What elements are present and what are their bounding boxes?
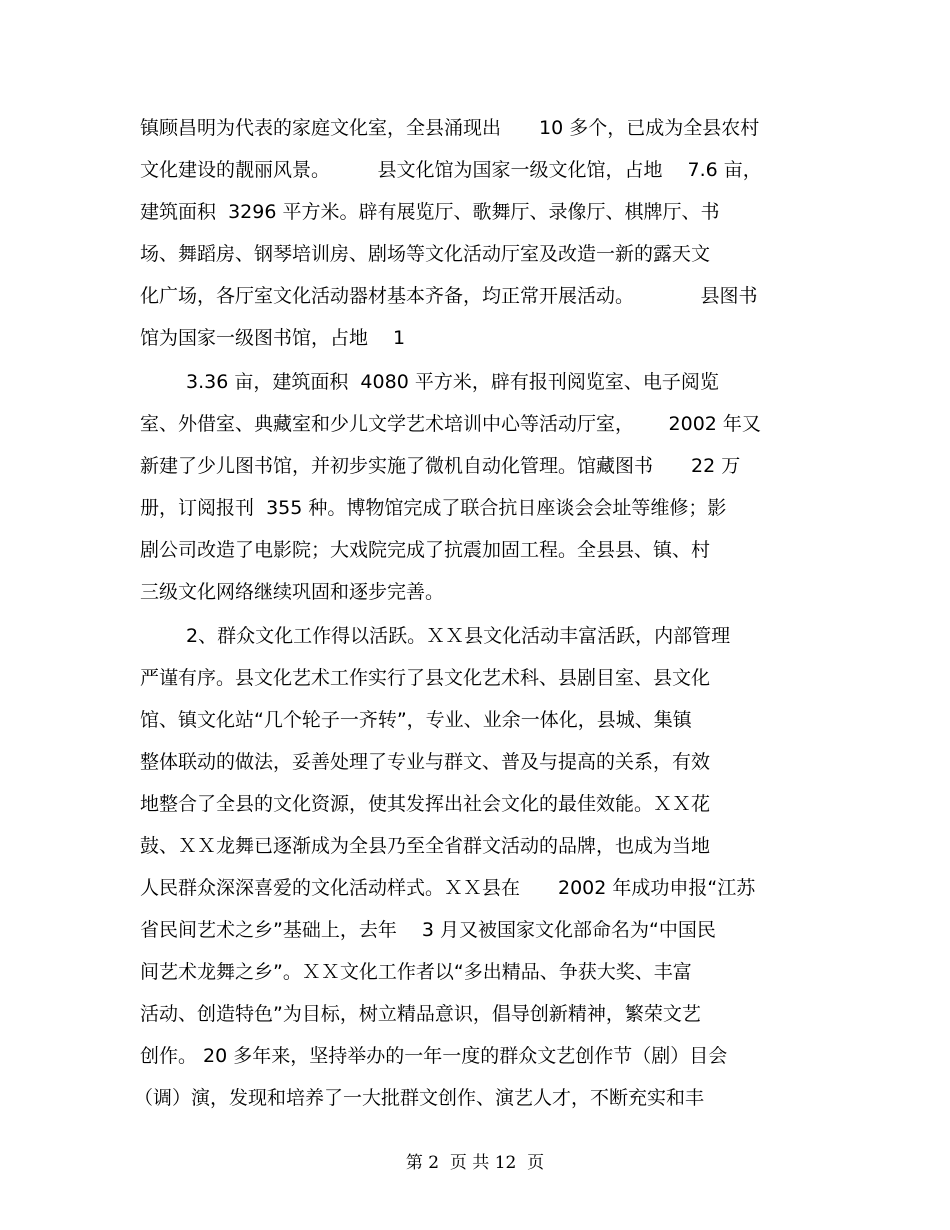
text-line-15: 馆、镇文化站“几个轮子一齐转”，专业、业余一体化，县城、集镇	[140, 709, 692, 731]
text-line-2: 文化建设的靓丽风景。 县文化馆为国家一级文化馆，占地 7.6 亩，	[140, 159, 762, 181]
page-footer: 第 2 页 共 12 页	[405, 1153, 545, 1173]
text-line-6: 馆为国家一级图书馆，占地 1	[140, 327, 406, 349]
text-line-14: 严谨有序。县文化艺术工作实行了县文化艺术科、县剧目室、县文化	[140, 667, 711, 689]
text-line-19: 人民群众深深喜爱的文化活动样式。ＸＸ县在 2002 年成功申报“江苏	[140, 877, 756, 899]
text-line-17: 地整合了全县的文化资源，使其发挥出社会文化的最佳效能。ＸＸ花	[140, 793, 711, 815]
text-line-24: （调）演，发现和培养了一大批群文创作、演艺人才，不断充实和丰	[134, 1087, 705, 1109]
text-line-18: 鼓、ＸＸ龙舞已逐渐成为全县乃至全省群文活动的品牌，也成为当地	[140, 835, 711, 857]
text-line-16: 整体联动的做法，妥善处理了专业与群文、普及与提高的关系，有效	[140, 751, 711, 773]
text-line-10: 册，订阅报刊 355 种。博物馆完成了联合抗日座谈会会址等维修；影	[140, 497, 727, 519]
text-line-11: 剧公司改造了电影院；大戏院完成了抗震加固工程。全县县、镇、村	[140, 539, 711, 561]
text-line-7: 3.36 亩，建筑面积 4080 平方米，辟有报刊阅览室、电子阅览	[186, 371, 719, 393]
text-line-12: 三级文化网络继续巩固和逐步完善。	[140, 581, 445, 603]
text-line-9: 新建了少儿图书馆，并初步实施了微机自动化管理。馆藏图书 22 万	[140, 455, 741, 477]
text-line-22: 活动、创造特色”为目标，树立精品意识，倡导创新精神，繁荣文艺	[140, 1003, 701, 1025]
text-line-4: 场、舞蹈房、钢琴培训房、剧场等文化活动厅室及改造一新的露天文	[140, 243, 711, 265]
text-line-8: 室、外借室、典藏室和少儿文学艺术培训中心等活动厅室， 2002 年又	[140, 413, 761, 435]
text-line-23: 创作。 20 多年来，坚持举办的一年一度的群众文艺创作节（剧）目会	[140, 1045, 728, 1067]
text-line-1: 镇顾昌明为代表的家庭文化室，全县涌现出 10 多个，已成为全县农村	[140, 117, 760, 139]
text-line-3: 建筑面积 3296 平方米。辟有展览厅、歌舞厅、录像厅、棋牌厅、书	[140, 201, 720, 223]
text-line-21: 间艺术龙舞之乡”。ＸＸ文化工作者以“多出精品、争获大奖、丰富	[140, 961, 692, 983]
text-line-20: 省民间艺术之乡”基础上，去年 3 月又被国家文化部命名为“中国民	[140, 919, 716, 941]
text-line-13: 2、群众文化工作得以活跃。ＸＸ县文化活动丰富活跃，内部管理	[186, 625, 731, 647]
text-line-5: 化广场，各厅室文化活动器材基本齐备，均正常开展活动。 县图书	[140, 285, 758, 307]
